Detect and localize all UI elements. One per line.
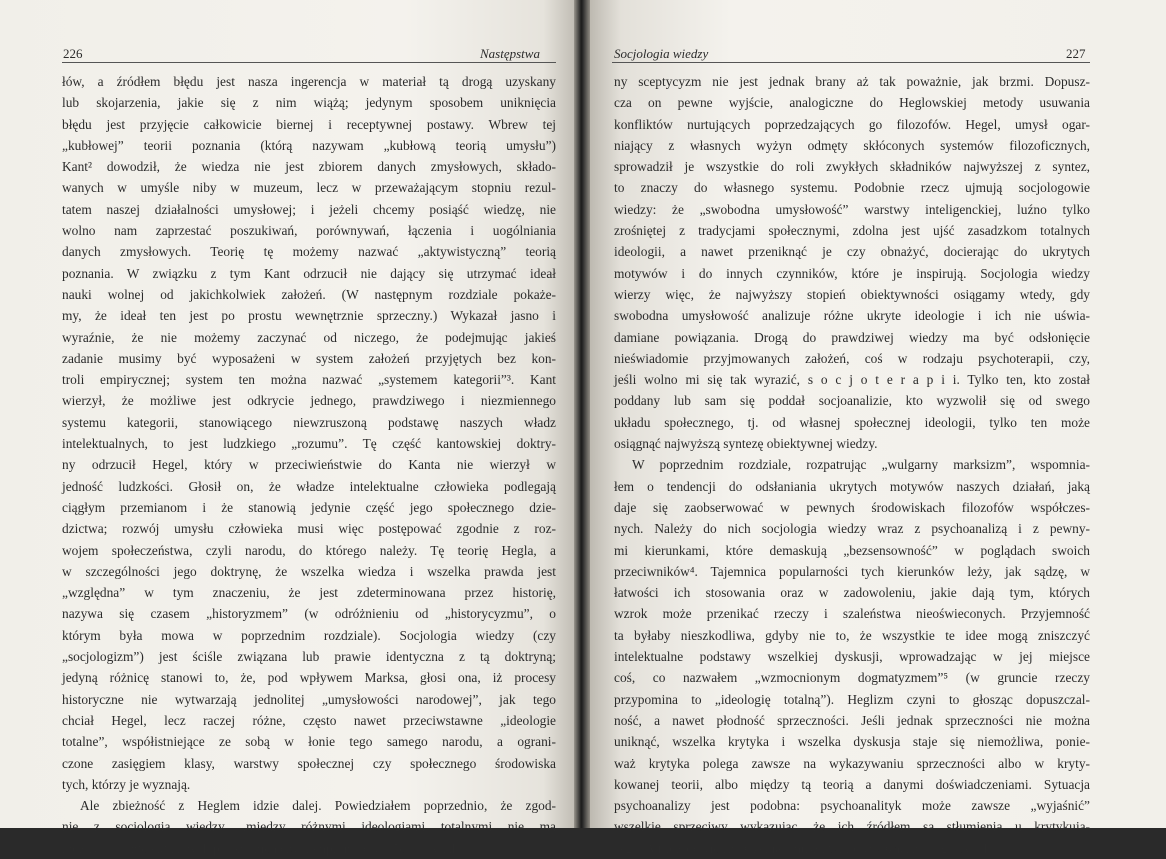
text-line: uniknąć, wszelka krytyka i wszelka dyskusja staje się niemożliwa, ponie-: [614, 734, 1090, 750]
text-line: błędu jest przyjęcie całkowicie biernej i receptywnej postawy. Wbrew tej: [62, 116, 556, 132]
text-line: ideologii, a nawet przeniknąć je czy obnażyć, docierając do ukrytych: [614, 244, 1090, 260]
text-line: nauki wolnej od jakichkolwiek założeń. (W następnym rozdziale pokaże-: [62, 286, 556, 302]
text-line: Ale zbieżność z Heglem idzie dalej. Powiedziałem poprzednio, że zgod-: [80, 798, 556, 814]
text-line: waż krytyka polega zawsze na wykazywaniu sprzeczności albo w kryty-: [614, 755, 1090, 771]
text-line: poznania. W związku z tym Kant odrzucił nie dający się utrzymać ideał: [62, 265, 556, 281]
text-line: dzictwa; rozwój umysłu człowieka musi więc postępować zgodnie z roz-: [62, 521, 556, 537]
text-line: nie z socjologią wiedzy „między różnymi ideologiami totalnymi nie ma: [62, 819, 556, 835]
right-page-number: 227: [1066, 46, 1086, 61]
text-line: konfliktów nurtujących poprzedzających go filozofów. Hegel, umysł ogar-: [614, 116, 1090, 132]
text-line: jedyną różnicę stanowi to, że, pod wpływem Marksa, głosi ona, iż procesy: [62, 670, 556, 686]
text-line: ność, a nawet płodność sprzeczności. Jeśli jednak sprzeczności nie można: [614, 712, 1090, 728]
text-line: cza on pewne wyjście, analogiczne do Heglowskiej metody usuwania: [614, 95, 1090, 111]
text-line: systemu kategorii, stanowiącego niewzruszoną podstawę naszych władz: [62, 414, 556, 430]
text-line: intelektualnych, to jest ludzkiego „rozumu”. Tę część kantowskiej doktry-: [62, 436, 556, 452]
text-line: „socjologizm”) jest ściśle związana lub prawie identyczna z tą doktryną;: [62, 649, 556, 665]
text-line: damiane powiązania. Drogą do prawdziwej wiedzy ma być odsłonięcie: [614, 329, 1090, 345]
text-line: wierzy więc, że najwyższy stopień obiektywności osiągamy wtedy, gdy: [614, 286, 1090, 302]
right-page: [586, 0, 1166, 856]
text-line: możliwości intelektualnych porozumień czy kompromisów”. Ten radykal-: [62, 840, 460, 856]
text-line: wiedzy: że „swobodna umysłowość” warstwy inteligenckiej, luźno tylko: [614, 201, 1090, 217]
text-line: Kant² dowodził, że wiedza nie jest zbiorem danych zmysłowych, składo-: [62, 159, 556, 175]
book-gutter: [574, 0, 590, 828]
text-line: ciągłym przemianom i że stanowią jedynie część jego społecznego dzie-: [62, 499, 556, 515]
text-line: troli empirycznej; system ten można nazwać „systemem kategorii”³. Kant: [62, 372, 556, 388]
text-line: którym była mowa w poprzednim rozdziale). Socjologia wiedzy (czy: [62, 627, 556, 643]
text-line: zrośniętej z tradycjami społecznymi, zdolna jest ujść zasadzkom totalnych: [614, 223, 1090, 239]
text-line: tatem naszej działalności umysłowej; i jeżeli chcemy posiąść wiedzę, nie: [62, 201, 556, 217]
text-line: poddany lub sam się poddał socjoanalizie, kto wyzwolił się od swego: [614, 393, 1090, 409]
text-line: mi kierunkami, które demaskują „bezsensowność” w poglądach swoich: [614, 542, 1090, 558]
right-body-text: [614, 71, 1090, 859]
text-line: przeciwników⁴. Tajemnica popularności tych kierunków leży, jak sądzę, w: [614, 563, 1090, 579]
text-line: kowanej teorii, albo między tą teorią a danymi doświadczeniami. Sytuacja: [614, 776, 1090, 792]
text-line: W poprzednim rozdziale, rozpatrując „wulgarny marksizm”, wspomnia-: [632, 457, 1090, 473]
text-line: swobodna umysłowość analizuje różne ukryte ideologie i ich nie uświa-: [614, 308, 1090, 324]
text-line: układu społecznego, tj. od własnej społecznej ideologii, tylko ten może: [614, 414, 1090, 430]
left-page: [0, 0, 578, 856]
text-line: daje się zaobserwować w pewnych środowiskach filozofów współczes-: [614, 499, 1090, 515]
left-body-text: [62, 71, 556, 859]
right-header-rule: [612, 62, 1090, 63]
text-line: wzrok może przenikać rzeczy i szaleństwa nieoświeconych. Przyjemność: [614, 606, 1090, 622]
text-line: niający z własnych wyżyn odmęty skłóconych systemów filozoficznych,: [614, 137, 1090, 153]
left-header-rule: [62, 62, 556, 63]
text-line: historyczne nie wytwarzają jednolitej „umysłowości narodowej”, jak tego: [62, 691, 556, 707]
text-line: lub skojarzenia, jakie się z nim wiążą; jedynym sposobem uniknięcia: [62, 95, 556, 111]
text-line: chciał Hegel, lecz raczej różne, często nawet przeciwstawne „ideologie: [62, 712, 556, 728]
text-line: tych, którzy je wyznają.: [62, 776, 191, 792]
text-line: psychoanalizy jest podobna: psychoanalityk może zawsze „wyjaśnić”: [614, 798, 1090, 814]
text-line: nych. Należy do nich socjologia wiedzy wraz z psychoanalizą i z pewny-: [614, 521, 1090, 537]
text-line: czone zasięgiem klasy, warstwy społecznej czy społecznego środowiska: [62, 755, 556, 771]
right-running-head: Socjologia wiedzy: [614, 46, 709, 61]
text-line: danych zmysłowych. Teorię tę możemy nazwać „aktywistyczną” teorią: [62, 244, 556, 260]
text-line: przypomina to „ideologię totalną”). Heglizm czyni to głosząc dopuszczal-: [614, 691, 1090, 707]
left-page-number: 226: [63, 46, 83, 61]
text-line: wierzył, że możliwe jest odkrycie jednego, prawdziwego i niezmiennego: [62, 393, 556, 409]
text-line: jeśli wolno mi się tak wyrazić, s o c j o t e r a p i i. Tylko ten, kto został: [614, 372, 1090, 388]
text-line: „względna” w tym znaczeniu, że jest zdeterminowana przez historię,: [62, 585, 556, 601]
text-line: coś, co nazwałem „wzmocnionym dogmatyzmem”⁵ (w gruncie rzeczy: [614, 670, 1090, 686]
text-line: totalne”, współistniejące ze sobą w łonie tego samego narodu, a ograni-: [62, 734, 556, 750]
text-line: nieświadomie przyjmowanych założeń, coś w rodzaju psychoterapii, czy,: [614, 350, 1090, 366]
text-line: ta byłaby nieszkodliwa, gdyby nie to, że wszystkie te idee mogą zniszczyć: [614, 627, 1090, 643]
text-line: osiągnąć najwyższą syntezę obiektywnej wiedzy.: [614, 436, 878, 452]
text-line: ny odrzucił Hegel, który w przeciwieństwie do Kanta nie wierzył w: [62, 457, 556, 473]
text-line: wolno nam zaprzestać poszukiwań, porównywań, łączenia i uogólniania: [62, 223, 556, 239]
text-line: wyraźnie, że nie możemy zaczynać od niczego, że podejmując jakieś: [62, 329, 556, 345]
text-line: wojem społeczeństwa, czyli narodu, do którego należy. Tę teorię Hegla, a: [62, 542, 556, 558]
text-line: łów, a źródłem błędu jest nasza ingerencja w materiał tą drogą uzyskany: [62, 74, 556, 89]
text-line: nazywa się czasem „historyzmem” (w odróżnieniu od „historycyzmu”, o: [62, 606, 556, 622]
left-running-head: Następstwa: [480, 46, 540, 61]
text-line: my, że ideał ten jest po prostu wewnętrznie sprzeczny.) Wykazał jasno i: [62, 308, 556, 324]
text-line: cego. A filozofowie „znaczenia” muszą tylko wykazać, że poglądy ich: [614, 840, 991, 856]
text-line: łem o tendencji do odsłaniania ukrytych motywów naszych działań, jaką: [614, 478, 1090, 494]
text-line: wanych w umyśle niby w muzeum, lecz w przeważającym stopniu rezul-: [62, 180, 556, 196]
text-line: wszelkie sprzeciwy wykazując, że ich źródłem są stłumienia u krytykują-: [614, 819, 1090, 835]
text-line: ny sceptycyzm nie jest jednak brany aż tak poważnie, jak brzmi. Dopusz-: [614, 74, 1090, 89]
text-line: intelektualne podstawy wszelkiej dyskusji, wprowadzając w jej miejsce: [614, 649, 1090, 665]
text-line: jedność ludzkości. Głosił on, że władze intelektualne człowieka podlegają: [62, 478, 556, 494]
text-line: motywów i do innych czynników, które je inspirują. Socjologia wiedzy: [614, 265, 1090, 281]
text-line: „kubłowej” teorii poznania (którą nazywam „kubłową teorią umysłu”): [62, 137, 556, 153]
text-line: sprowadził je wszystkie do roli zwykłych składników najwyższej z syntez,: [614, 159, 1090, 175]
text-line: to znaczy do własnego systemu. Podobnie rzecz ujmują socjologowie: [614, 180, 1090, 196]
text-line: w szczególności jego doktrynę, że wszelka wiedza i wszelka prawda jest: [62, 563, 556, 579]
text-line: łatwości ich stosowania oraz w zadowoleniu, jakie dają tym, których: [614, 585, 1090, 601]
text-line: zadanie musimy być wyposażeni w system założeń przyjętych bez kon-: [62, 350, 556, 366]
